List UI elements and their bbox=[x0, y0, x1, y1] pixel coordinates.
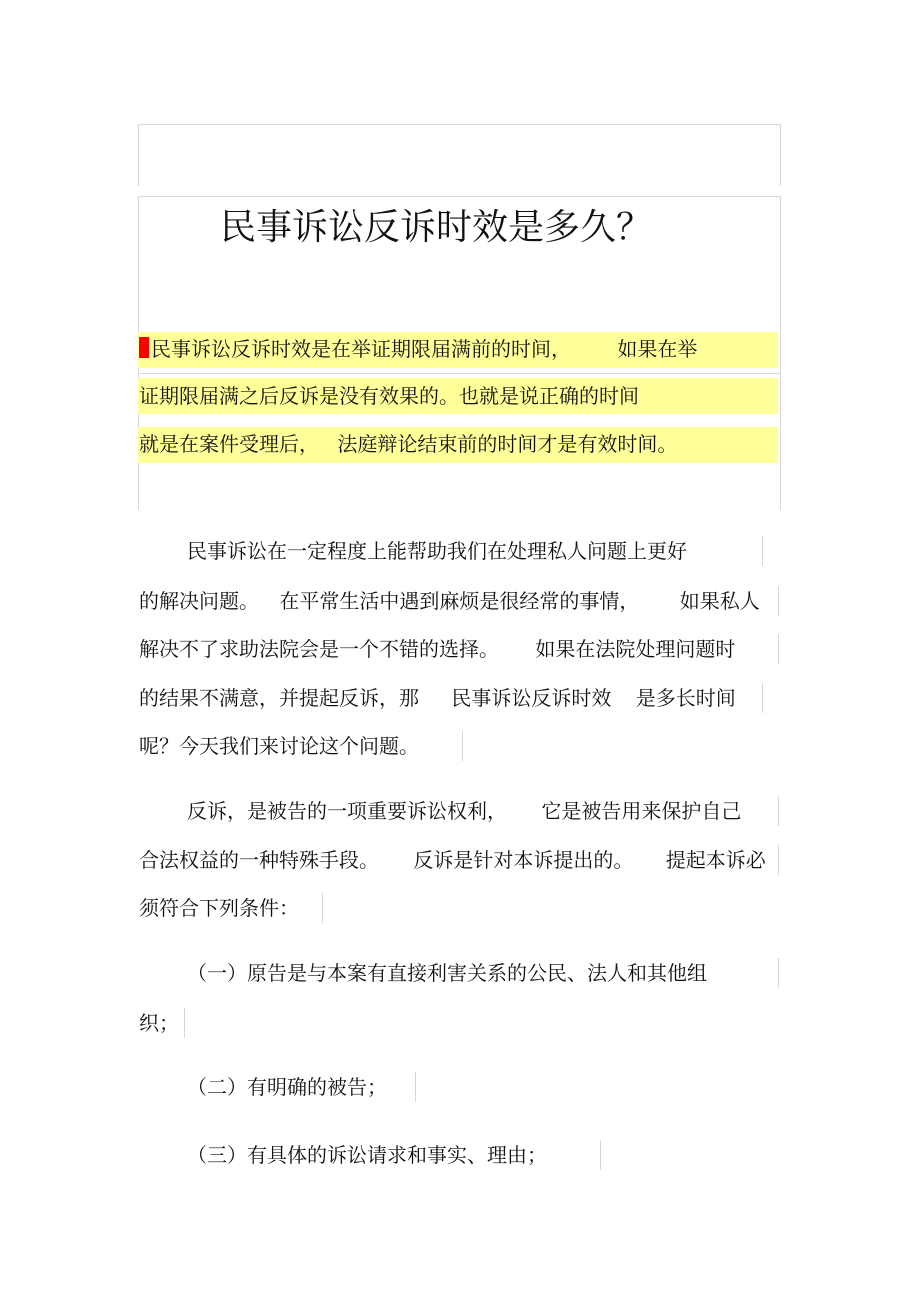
box-edge bbox=[778, 634, 779, 664]
text-segment: 如果在举 bbox=[617, 337, 698, 361]
page-title: 民事诉讼反诉时效是多久？ bbox=[220, 207, 653, 248]
paragraph1-line-3 bbox=[139, 634, 735, 664]
box-edge bbox=[778, 586, 779, 616]
text-segment: 法庭辩论结束前的时间才是有效时间。 bbox=[337, 432, 678, 456]
highlight-line-2 bbox=[139, 381, 639, 411]
text-segment: 提起本诉必 bbox=[665, 848, 766, 872]
text-segment: 织； bbox=[139, 1011, 179, 1035]
box-edge bbox=[778, 796, 779, 826]
text-segment: 的结果不满意，并提起反诉，那 bbox=[139, 686, 419, 710]
box-edge bbox=[184, 1008, 185, 1038]
text-segment: 民事诉讼反诉时效 bbox=[451, 686, 612, 710]
text-segment: （二）有明确的被告； bbox=[187, 1075, 387, 1099]
text-segment: 解决不了求助法院会是一个不错的选择。 bbox=[139, 637, 499, 661]
box-edge bbox=[462, 731, 463, 761]
text-segment: 合法权益的一种特殊手段。 bbox=[139, 848, 379, 872]
frame-top-line bbox=[138, 124, 781, 125]
condition-3 bbox=[187, 1140, 547, 1170]
text-segment: 的解决问题。 bbox=[139, 589, 259, 613]
text-segment: 民事诉讼在一定程度上能帮助我们在处理私人问题上更好 bbox=[187, 539, 687, 563]
box-edge bbox=[415, 1072, 416, 1102]
highlight-line-1 bbox=[151, 334, 697, 364]
paragraph2-line-3 bbox=[139, 893, 299, 923]
paragraph1-line-1 bbox=[187, 536, 687, 566]
text-segment: 在平常生活中遇到麻烦是很经常的事情， bbox=[279, 589, 640, 613]
condition-1-line-1 bbox=[187, 958, 707, 988]
paragraph1-line-2 bbox=[139, 586, 760, 616]
paragraph1-line-4 bbox=[139, 683, 736, 713]
text-segment: 证期限届满之后反诉是没有效果的。也就是说正确的时间 bbox=[139, 384, 639, 408]
text-segment: 反诉，是被告的一项重要诉讼权利， bbox=[187, 799, 507, 823]
highlight-marker bbox=[139, 337, 149, 358]
text-segment: 是多长时间 bbox=[635, 686, 736, 710]
frame-left-line-top bbox=[138, 124, 139, 186]
condition-2 bbox=[187, 1072, 387, 1102]
box-edge bbox=[778, 958, 779, 988]
text-segment: 它是被告用来保护自己 bbox=[541, 799, 742, 823]
paragraph1-line-5 bbox=[139, 731, 419, 761]
box-edge bbox=[762, 683, 763, 713]
frame-right-line-top bbox=[780, 124, 781, 186]
text-segment: 呢？今天我们来讨论这个问题。 bbox=[139, 734, 419, 758]
text-segment: （一）原告是与本案有直接利害关系的公民、法人和其他组 bbox=[187, 961, 707, 985]
box-edge bbox=[778, 845, 779, 875]
box-edge bbox=[322, 893, 323, 923]
highlight-line-3 bbox=[139, 429, 677, 459]
text-segment: 如果私人 bbox=[679, 589, 760, 613]
text-segment: 民事诉讼反诉时效是在举证期限届满前的时间， bbox=[151, 337, 571, 361]
text-segment: 就是在案件受理后， bbox=[139, 432, 319, 456]
text-segment: （三）有具体的诉讼请求和事实、理由； bbox=[187, 1143, 547, 1167]
paragraph2-line-1 bbox=[187, 796, 741, 826]
condition-1-line-2 bbox=[139, 1008, 179, 1038]
frame-title-top-line bbox=[138, 196, 781, 197]
paragraph2-line-2 bbox=[139, 845, 766, 875]
box-edge bbox=[762, 536, 763, 566]
text-segment: 须符合下列条件： bbox=[139, 896, 299, 920]
frame-divider bbox=[138, 373, 781, 374]
box-edge bbox=[600, 1140, 601, 1170]
text-segment: 如果在法院处理问题时 bbox=[535, 637, 736, 661]
text-segment: 反诉是针对本诉提出的。 bbox=[413, 848, 634, 872]
frame-right-line-mid bbox=[780, 196, 781, 510]
